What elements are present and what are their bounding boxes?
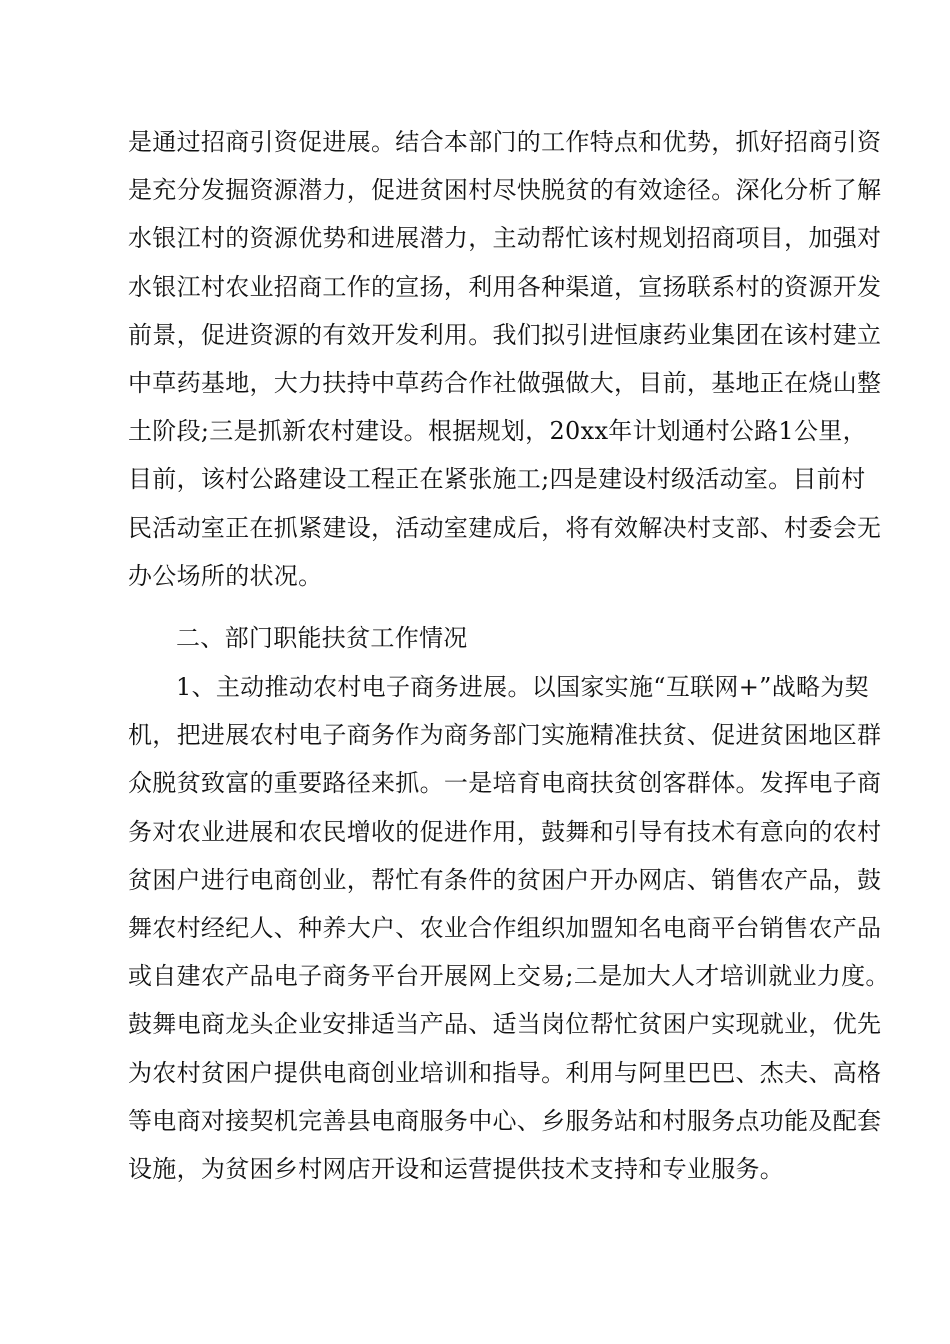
paragraph-line: 众脱贫致富的重要路径来抓。一是培育电商扶贫创客群体。发挥电子商 [128,769,882,798]
paragraph-line: 务对农业进展和农民增收的促进作用，鼓舞和引导有技术有意向的农村 [128,817,882,846]
paragraph-line: 中草药基地，大力扶持中草药合作社做强做大，目前，基地正在烧山整 [128,368,882,397]
paragraph-line: 土阶段;三是抓新农村建设。根据规划，20xx年计划通村公路1公里， [128,417,867,446]
paragraph-line: 是充分发掘资源潜力，促进贫困村尽快脱贫的有效途径。深化分析了解 [128,176,882,205]
paragraph-line: 舞农村经纪人、种养大户、农业合作组织加盟知名电商平台销售农产品 [128,913,882,942]
paragraph-line: 等电商对接契机完善县电商服务中心、乡服务站和村服务点功能及配套 [128,1106,882,1135]
section-heading [128,614,828,662]
paragraph-line: 机，把进展农村电子商务作为商务部门实施精准扶贫、促进贫困地区群 [128,721,882,750]
paragraph-line: 设施，为贫困乡村网店开设和运营提供技术支持和专业服务。 [128,1154,785,1183]
paragraph-line: 为农村贫困户提供电商创业培训和指导。利用与阿里巴巴、杰夫、高格 [128,1058,882,1087]
paragraph-line: 是通过招商引资促进展。结合本部门的工作特点和优势，抓好招商引资 [128,128,882,156]
paragraph-line: 前景，促进资源的有效开发利用。我们拟引进恒康药业集团在该村建立 [128,320,882,349]
paragraph-line: 或自建农产品电子商务平台开展网上交易;二是加大人才培训就业力度。 [128,962,890,991]
paragraph-line: 目前，该村公路建设工程正在紧张施工;四是建设村级活动室。目前村 [128,465,866,494]
paragraph-line: 水银江村农业招商工作的宣扬，利用各种渠道，宣扬联系村的资源开发 [128,272,882,301]
paragraph-line: 水银江村的资源优势和进展潜力，主动帮忙该村规划招商项目，加强对 [128,224,882,253]
section-heading-text: 二、部门职能扶贫工作情况 [176,624,468,652]
paragraph-line: 民活动室正在抓紧建设，活动室建成后，将有效解决村支部、村委会无 [128,513,882,542]
paragraph-line: 鼓舞电商龙头企业安排适当产品、适当岗位帮忙贫困户实现就业，优先 [128,1010,882,1039]
paragraph-1 [128,118,882,600]
paragraph-2 [128,663,890,1193]
paragraph-line: 贫困户进行电商创业，帮忙有条件的贫困户开办网店、销售农产品，鼓 [128,865,882,894]
paragraph-line: 1、主动推动农村电子商务进展。以国家实施“互联网+”战略为契 [176,673,869,701]
paragraph-line: 办公场所的状况。 [128,561,323,590]
